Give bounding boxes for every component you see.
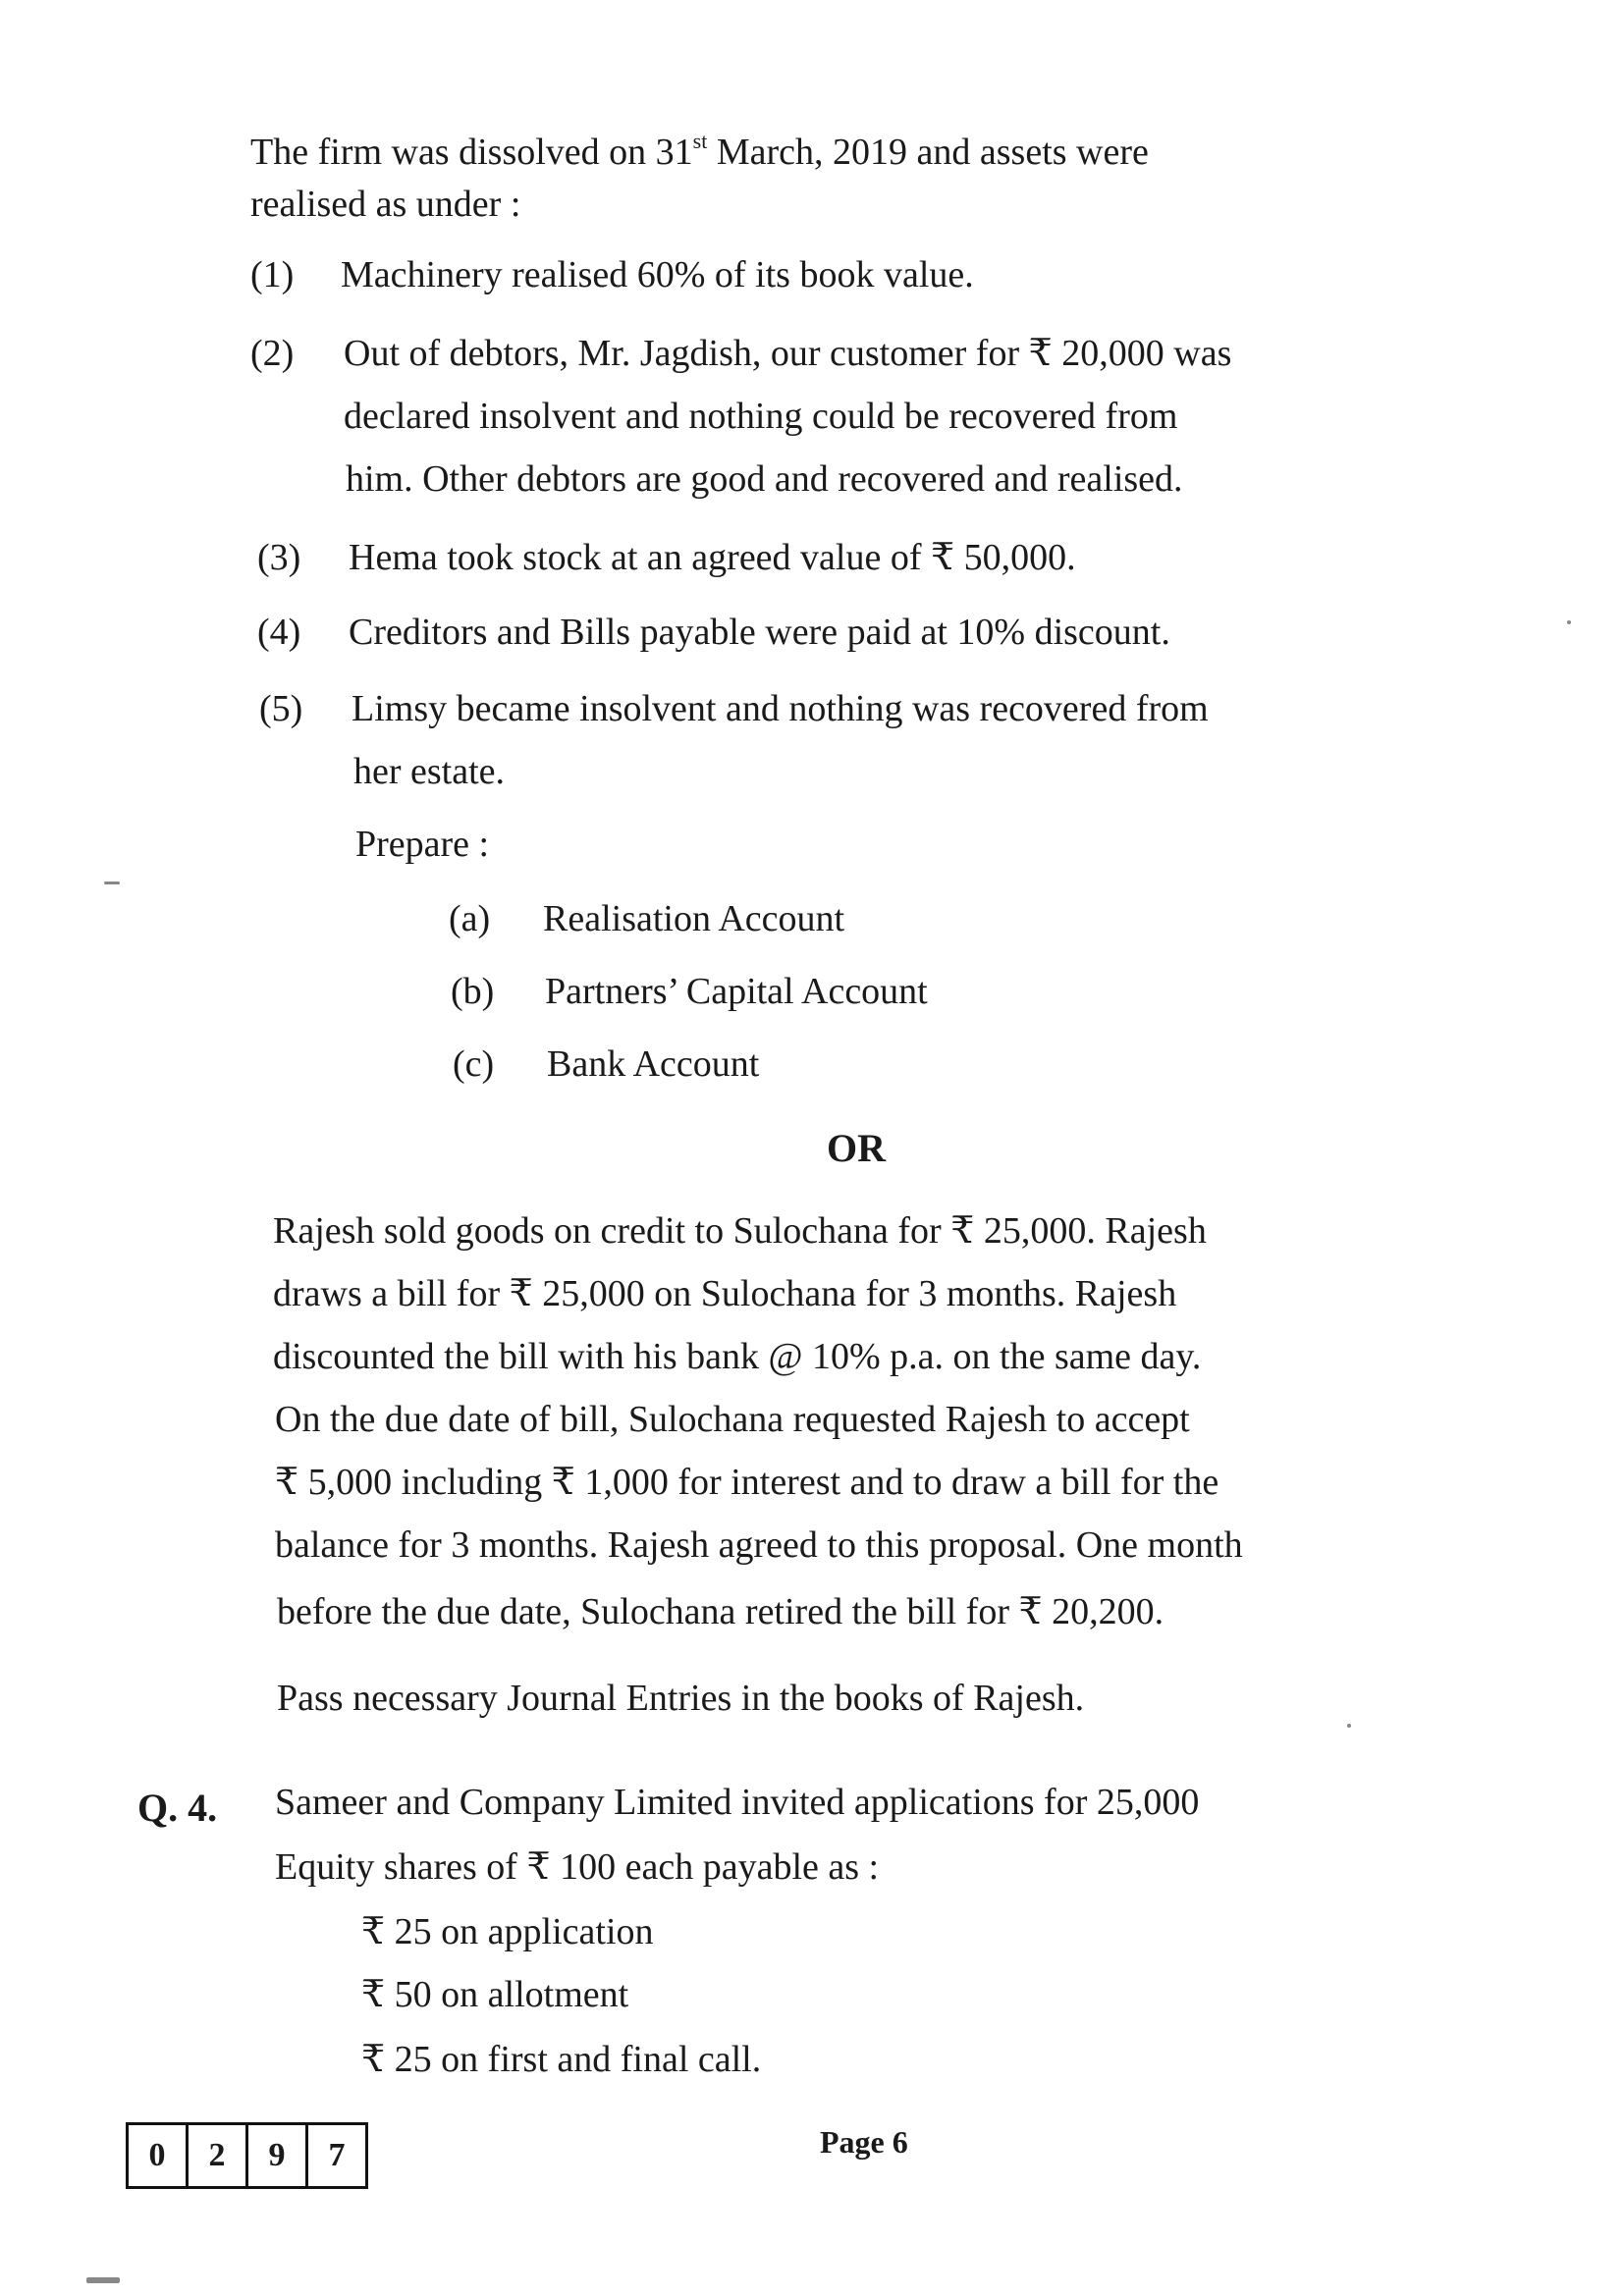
prepare-item-number: (b) xyxy=(451,971,495,1012)
condition-text: her estate. xyxy=(353,751,506,792)
condition-text: him. Other debtors are good and recovered and realised. xyxy=(346,458,1183,500)
paper-code-digit: 9 xyxy=(248,2125,308,2186)
prepare-item-text: Partners’ Capital Account xyxy=(545,971,928,1012)
scan-speck xyxy=(104,881,120,884)
paper-code-box xyxy=(126,2122,368,2189)
alternative-line: before the due date, Sulochana retired the bill for ₹ 20,200. xyxy=(277,1591,1164,1632)
alternative-line: discounted the bill with his bank @ 10% p.a. on the same day. xyxy=(273,1336,1202,1377)
prepare-item-text: Bank Account xyxy=(547,1043,760,1085)
page-number: Page 6 xyxy=(820,2124,908,2160)
intro-line-1: The firm was dissolved on 31st March, 2019 and assets were xyxy=(250,129,1149,173)
alternative-instruction: Pass necessary Journal Entries in the books of Rajesh. xyxy=(277,1678,1085,1719)
alternative-line: draws a bill for ₹ 25,000 on Sulochana for 3 months. Rajesh xyxy=(273,1273,1177,1314)
alternative-line: Rajesh sold goods on credit to Sulochana for ₹ 25,000. Rajesh xyxy=(273,1210,1207,1252)
scan-speck xyxy=(1347,1724,1351,1728)
question-4-label: Q. 4. xyxy=(137,1786,218,1830)
prepare-item-number: (a) xyxy=(449,898,491,939)
paper-code-digit: 0 xyxy=(129,2125,189,2186)
payment-item: ₹ 25 on first and final call. xyxy=(361,2039,762,2080)
scan-speck xyxy=(86,2277,120,2283)
or-heading: OR xyxy=(827,1126,886,1170)
condition-text: Hema took stock at an agreed value of ₹ 50,000. xyxy=(349,537,1076,578)
condition-text: declared insolvent and nothing could be recovered from xyxy=(344,396,1178,437)
paper-code-digit: 7 xyxy=(328,2137,346,2173)
condition-number: (5) xyxy=(259,688,303,729)
payment-item: ₹ 50 on allotment xyxy=(361,1974,629,2015)
alternative-line: On the due date of bill, Sulochana requested Rajesh to accept xyxy=(275,1399,1190,1440)
paper-code-digit: 2 xyxy=(189,2125,248,2186)
condition-text: Out of debtors, Mr. Jagdish, our customer for ₹ 20,000 was xyxy=(344,333,1232,374)
intro-line-2: realised as under : xyxy=(250,184,521,225)
condition-text: Creditors and Bills payable were paid at 10% discount. xyxy=(349,612,1170,653)
condition-text: Limsy became insolvent and nothing was recovered from xyxy=(352,688,1209,729)
condition-text: Machinery realised 60% of its book value. xyxy=(341,254,974,295)
scan-speck xyxy=(1567,620,1571,624)
payment-item: ₹ 25 on application xyxy=(361,1911,654,1952)
prepare-item-text: Realisation Account xyxy=(543,898,845,939)
question-4-line: Equity shares of ₹ 100 each payable as : xyxy=(275,1846,880,1888)
condition-number: (1) xyxy=(250,254,295,295)
condition-number: (4) xyxy=(257,612,301,653)
question-4-line: Sameer and Company Limited invited applications for 25,000 xyxy=(275,1782,1200,1823)
alternative-line: balance for 3 months. Rajesh agreed to this proposal. One month xyxy=(275,1524,1243,1566)
prepare-heading: Prepare : xyxy=(355,824,490,865)
alternative-line: ₹ 5,000 including ₹ 1,000 for interest and to draw a bill for the xyxy=(275,1462,1219,1503)
prepare-item-number: (c) xyxy=(453,1043,495,1085)
condition-number: (3) xyxy=(257,537,301,578)
condition-number: (2) xyxy=(250,333,295,374)
